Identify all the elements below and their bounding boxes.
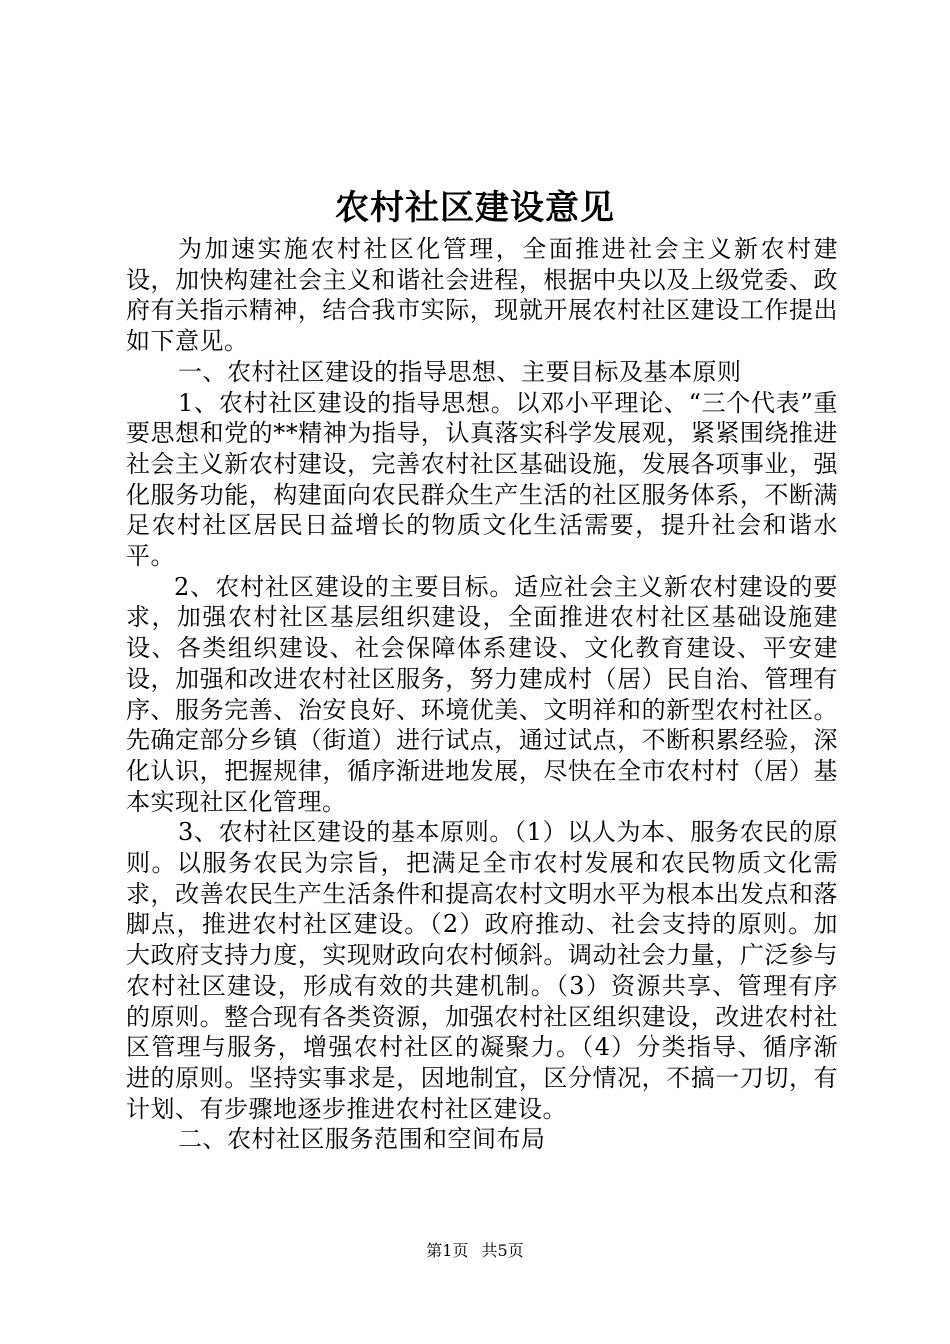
intro-paragraph: 为加速实施农村社区化管理，全面推进社会主义新农村建设，加快构建社会主义和谐社会进程，根据中央以及上级党委、政府有关指示精神，结合我市实际，现就开展农村社区建设工作提出如下意见。 <box>126 235 838 356</box>
document-title: 农村社区建设意见 <box>335 188 615 228</box>
section-heading-2: 二、农村社区服务范围和空间布局 <box>178 1125 546 1154</box>
basic-principles-paragraph: 3、农村社区建设的基本原则。（1）以人为本、服务农民的原则。以服务农民为宗旨，把满足全市农村发展和农民物质文化需求，改善农民生产生活条件和提高农村文明水平为根本出发点和落脚点，推进农村社区建设。（2）政府推动、社会支持的原则。加大政府支持力度，实现财政向农村倾斜。调动社会力量，广泛参与农村社区建设，形成有效的共建机制。（3）资源共享、管理有序的原则。整合现有各类资源，加强农村社区组织建设，改进农村社区管理与服务，增强农村社区的凝聚力。（4）分类指导、循序渐进的原则。坚持实事求是，因地制宜，区分情况，不搞一刀切，有计划、有步骤地逐步推进农村社区建设。 <box>126 818 838 1123</box>
main-goal-paragraph: 2、农村社区建设的主要目标。适应社会主义新农村建设的要求，加强农村社区基层组织建设，全面推进农村社区基础设施建设、各类组织建设、社会保障体系建设、文化教育建设、平安建设，加强和改进农村社区服务，努力建成村（居）民自治、管理有序、服务完善、治安良好、环境优美、文明祥和的新型农村社区。先确定部分乡镇（街道）进行试点，通过试点，不断积累经验，深化认识，把握规律，循序渐进地发展，尽快在全市农村村（居）基本实现社区化管理。 <box>126 572 838 816</box>
guiding-thought-paragraph: 1、农村社区建设的指导思想。以邓小平理论、“三个代表”重要思想和党的**精神为指导，认真落实科学发展观，紧紧围绕推进社会主义新农村建设，完善农村社区基础设施，发展各项事业，强化服务功能，构建面向农民群众生产生活的社区服务体系，不断满足农村社区居民日益增长的物质文化生活需要，提升社会和谐水平。 <box>126 388 838 571</box>
page-footer <box>0 1240 950 1262</box>
document-body <box>126 234 838 1155</box>
section-heading-1: 一、农村社区建设的指导思想、主要目标及基本原则 <box>178 357 742 386</box>
page-number-total: 共5页 <box>481 1241 524 1260</box>
page-number-current: 第1页 <box>426 1241 469 1260</box>
